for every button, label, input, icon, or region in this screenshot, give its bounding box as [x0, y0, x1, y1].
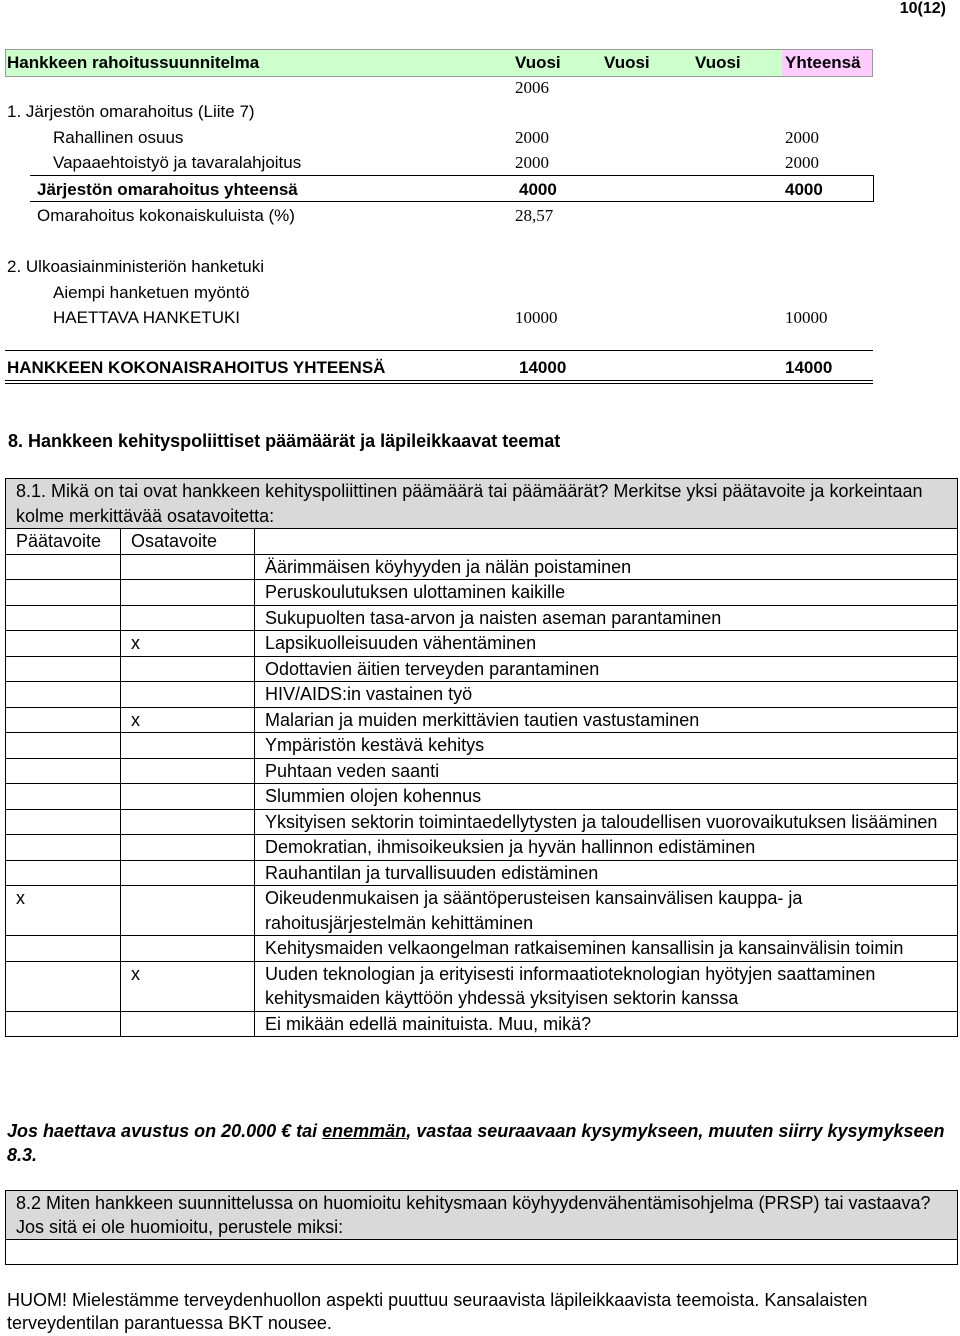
- year-col-2: Vuosi: [604, 53, 650, 72]
- main-goal-mark[interactable]: [6, 936, 121, 962]
- section1-title: 1. Järjestön omarahoitus (Liite 7): [7, 102, 255, 121]
- own-percent-value: 28,57: [515, 206, 554, 225]
- goal-row: [6, 580, 958, 606]
- goal-text: Peruskoulutuksen ulottaminen kaikille: [255, 580, 958, 606]
- goal-row: [6, 784, 958, 810]
- main-goal-mark[interactable]: [6, 758, 121, 784]
- main-goal-mark[interactable]: [6, 961, 121, 1011]
- main-goal-mark[interactable]: [6, 554, 121, 580]
- sub-goal-mark[interactable]: [121, 860, 255, 886]
- sub-goal-mark[interactable]: [121, 554, 255, 580]
- section2-title: 2. Ulkoasiainministeriön hanketuki: [7, 257, 265, 276]
- main-goal-mark[interactable]: [6, 580, 121, 606]
- goal-row: [6, 554, 958, 580]
- goal-text: Uuden teknologian ja erityisesti informaatioteknologian hyötyjen saattaminen kehitysmaiden käyttöön yhdessä yksityisen sektorin kanssa: [255, 961, 958, 1011]
- goal-text: Demokratian, ihmisoikeuksien ja hyvän hallinnon edistäminen: [255, 835, 958, 861]
- goal-row: [6, 682, 958, 708]
- col-header-goal: [255, 529, 958, 555]
- goal-row: [6, 605, 958, 631]
- sub-goal-mark[interactable]: [121, 835, 255, 861]
- main-goal-mark[interactable]: [6, 835, 121, 861]
- goal-row: [6, 733, 958, 759]
- sub-goal-mark[interactable]: [121, 605, 255, 631]
- requested-value: 10000: [515, 308, 558, 327]
- goal-text: Slummien olojen kohennus: [255, 784, 958, 810]
- main-goal-mark[interactable]: [6, 860, 121, 886]
- main-goal-mark[interactable]: x: [6, 886, 121, 936]
- main-goal-mark[interactable]: [6, 682, 121, 708]
- objectives-table: [5, 478, 958, 1037]
- goal-text: Sukupuolten tasa-arvon ja naisten aseman parantaminen: [255, 605, 958, 631]
- goal-text: Yksityisen sektorin toimintaedellytysten ja taloudellisen vuorovaikutuksen lisääminen: [255, 809, 958, 835]
- year-col-1: Vuosi: [515, 53, 561, 72]
- goal-text: Oikeudenmukaisen ja sääntöperusteisen kansainvälisen kauppa- ja rahoitusjärjestelmän kehittäminen: [255, 886, 958, 936]
- section8-title: 8. Hankkeen kehityspoliittiset päämäärät ja läpileikkaavat teemat: [8, 431, 561, 451]
- goal-row: [6, 860, 958, 886]
- main-goal-mark[interactable]: [6, 733, 121, 759]
- own-total-right-border: [873, 175, 874, 201]
- sub-goal-mark[interactable]: [121, 1011, 255, 1037]
- year-col-3: Vuosi: [695, 53, 741, 72]
- col-header-main: Päätavoite: [6, 529, 121, 555]
- sub-goal-mark[interactable]: [121, 682, 255, 708]
- row-label: Vapaaehtoistyö ja tavaralahjoitus: [53, 153, 302, 172]
- sub-goal-mark[interactable]: x: [121, 961, 255, 1011]
- question-8-1: 8.1. Mikä on tai ovat hankkeen kehityspoliittinen päämäärä tai päämäärät? Merkitse yksi päätavoite ja korkeintaan kolme merkittävää osatavoitetta:: [6, 479, 958, 529]
- grand-total-label: HANKKEEN KOKONAISRAHOITUS YHTEENSÄ: [7, 358, 386, 377]
- goal-row: [6, 1011, 958, 1037]
- sub-goal-mark[interactable]: [121, 733, 255, 759]
- sub-goal-mark[interactable]: x: [121, 707, 255, 733]
- goal-text: Ei mikään edellä mainituista. Muu, mikä?: [255, 1011, 958, 1037]
- grand-total-total: 14000: [785, 358, 833, 377]
- instruction-part2: , vastaa seuraavaan kysymykseen, muuten siirry kysymykseen 8.3.: [7, 1121, 945, 1165]
- sub-goal-mark[interactable]: [121, 936, 255, 962]
- goal-text: Kehitysmaiden velkaongelman ratkaiseminen kansallisin ja kansainvälisin toimin: [255, 936, 958, 962]
- financing-title: Hankkeen rahoitussuunnitelma: [7, 53, 260, 72]
- page-number: 10(12): [899, 0, 946, 17]
- own-total-value: 4000: [519, 180, 557, 199]
- row-total: 2000: [785, 153, 819, 172]
- goal-row: [6, 656, 958, 682]
- grand-total-value: 14000: [519, 358, 567, 377]
- goal-text: Odottavien äitien terveyden parantaminen: [255, 656, 958, 682]
- instruction-underlined: enemmän: [322, 1121, 407, 1141]
- goal-row: [6, 707, 958, 733]
- goal-row: [6, 886, 958, 936]
- own-total-total: 4000: [785, 180, 823, 199]
- question-8-2: 8.2 Miten hankkeen suunnittelussa on huomioitu kehitysmaan köyhyydenvähentämisohjelma (PRSP) tai vastaava? Jos sitä ei ole huomioitu, perustele miksi:: [6, 1191, 958, 1240]
- row-value: 2000: [515, 128, 549, 147]
- grand-total-underline-1: [5, 380, 873, 381]
- goal-row: [6, 631, 958, 657]
- own-percent-label: Omarahoitus kokonaiskuluista (%): [37, 206, 295, 225]
- prev-support-label: Aiempi hanketuen myöntö: [53, 283, 250, 302]
- sub-goal-mark[interactable]: [121, 758, 255, 784]
- goal-rows: [6, 554, 958, 1037]
- sub-goal-mark[interactable]: [121, 886, 255, 936]
- col-header-sub: Osatavoite: [121, 529, 255, 555]
- goal-row: [6, 961, 958, 1011]
- goal-text: Puhtaan veden saanti: [255, 758, 958, 784]
- requested-label: HAETTAVA HANKETUKI: [53, 308, 241, 327]
- main-goal-mark[interactable]: [6, 1011, 121, 1037]
- sub-goal-mark[interactable]: x: [121, 631, 255, 657]
- row-value: 2000: [515, 153, 549, 172]
- question-8-2-table: [5, 1190, 958, 1265]
- total-col: Yhteensä: [785, 53, 861, 72]
- goal-text: Ympäristön kestävä kehitys: [255, 733, 958, 759]
- huom-note: HUOM! Mielestämme terveydenhuollon aspekti puuttuu seuraavista läpileikkaavista teemoista. Kansalaisten terveydentilan parantuessa BKT nousee.: [7, 1290, 868, 1333]
- row-label: Rahallinen osuus: [53, 128, 184, 147]
- sub-goal-mark[interactable]: [121, 809, 255, 835]
- requested-total: 10000: [785, 308, 828, 327]
- own-total-bottom-border: [30, 201, 874, 202]
- goal-text: Lapsikuolleisuuden vähentäminen: [255, 631, 958, 657]
- main-goal-mark[interactable]: [6, 656, 121, 682]
- goal-row: [6, 809, 958, 835]
- main-goal-mark[interactable]: [6, 631, 121, 657]
- goal-text: Äärimmäisen köyhyyden ja nälän poistaminen: [255, 554, 958, 580]
- row-total: 2000: [785, 128, 819, 147]
- year-value-1: 2006: [515, 78, 549, 97]
- main-goal-mark[interactable]: [6, 809, 121, 835]
- goal-row: [6, 936, 958, 962]
- instruction-part1: Jos haettava avustus on 20.000 € tai: [7, 1121, 323, 1141]
- goal-text: Malarian ja muiden merkittävien tautien vastustaminen: [255, 707, 958, 733]
- main-goal-mark[interactable]: [6, 784, 121, 810]
- goal-row: [6, 758, 958, 784]
- goal-row: [6, 835, 958, 861]
- main-goal-mark[interactable]: [6, 707, 121, 733]
- sub-goal-mark[interactable]: [121, 656, 255, 682]
- own-total-top-border: [30, 175, 874, 176]
- grand-total-underline-2: [5, 383, 873, 384]
- answer-8-2[interactable]: [6, 1240, 958, 1265]
- sub-goal-mark[interactable]: [121, 580, 255, 606]
- instruction: [7, 1119, 947, 1167]
- sub-goal-mark[interactable]: [121, 784, 255, 810]
- grand-total-top-border: [5, 350, 873, 351]
- main-goal-mark[interactable]: [6, 605, 121, 631]
- goal-text: Rauhantilan ja turvallisuuden edistäminen: [255, 860, 958, 886]
- goal-text: HIV/AIDS:in vastainen työ: [255, 682, 958, 708]
- own-total-label: Järjestön omarahoitus yhteensä: [37, 180, 298, 199]
